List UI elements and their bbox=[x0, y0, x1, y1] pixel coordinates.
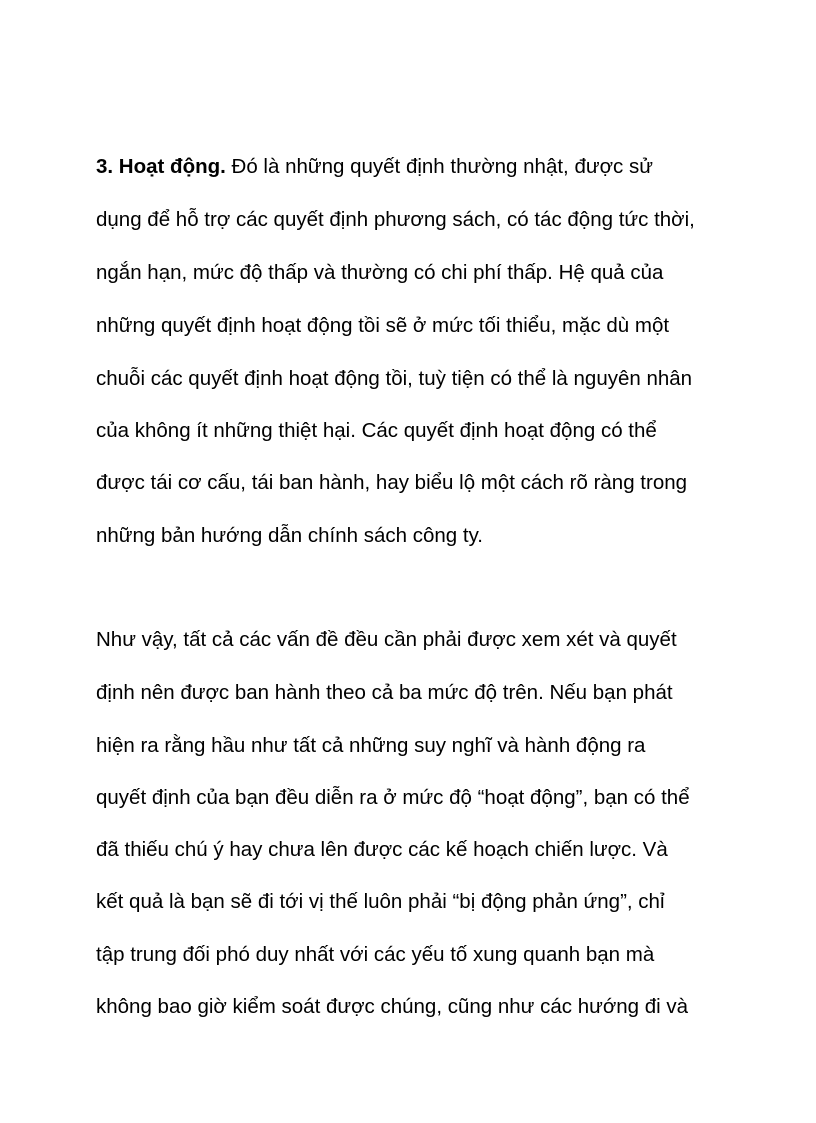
paragraph-1-line-1-text: Đó là những quyết định thường nhật, được sử bbox=[225, 155, 653, 178]
paragraph-1-line-5: chuỗi các quyết định hoạt động tồi, tuỳ tiện có thể là nguyên nhân bbox=[96, 367, 693, 390]
paragraph-1-line-8: những bản hướng dẫn chính sách công ty. bbox=[96, 524, 483, 547]
paragraph-1-line-4: những quyết định hoạt động tồi sẽ ở mức tối thiểu, mặc dù một bbox=[96, 314, 670, 337]
paragraph-2-line-3: hiện ra rằng hầu như tất cả những suy nghĩ và hành động ra bbox=[96, 734, 646, 757]
paragraph-1-line-6: của không ít những thiệt hại. Các quyết định hoạt động có thể bbox=[96, 419, 657, 442]
paragraph-2-line-6: kết quả là bạn sẽ đi tới vị thế luôn phải “bị động phản ứng”, chỉ bbox=[96, 890, 665, 913]
paragraph-1-line-7: được tái cơ cấu, tái ban hành, hay biểu lộ một cách rõ ràng trong bbox=[96, 471, 688, 494]
paragraph-2-line-1: Như vậy, tất cả các vấn đề đều cần phải được xem xét và quyết bbox=[96, 628, 677, 651]
paragraph-2-line-4: quyết định của bạn đều diễn ra ở mức độ “hoạt động”, bạn có thể bbox=[96, 786, 690, 809]
paragraph-2-line-5: đã thiếu chú ý hay chưa lên được các kế hoạch chiến lược. Và bbox=[96, 838, 668, 861]
paragraph-2-line-2: định nên được ban hành theo cả ba mức độ trên. Nếu bạn phát bbox=[96, 681, 673, 704]
paragraph-1-line-2: dụng để hỗ trợ các quyết định phương sách, có tác động tức thời, bbox=[96, 208, 695, 231]
paragraph-1-line-3: ngắn hạn, mức độ thấp và thường có chi phí thấp. Hệ quả của bbox=[96, 261, 664, 284]
paragraph-2-line-7: tập trung đối phó duy nhất với các yếu tố xung quanh bạn mà bbox=[96, 943, 655, 966]
section-heading: 3. Hoạt động. bbox=[96, 155, 226, 178]
paragraph-2-line-8: không bao giờ kiểm soát được chúng, cũng như các hướng đi và bbox=[96, 995, 689, 1018]
paragraph-1-line-1 bbox=[96, 154, 736, 180]
